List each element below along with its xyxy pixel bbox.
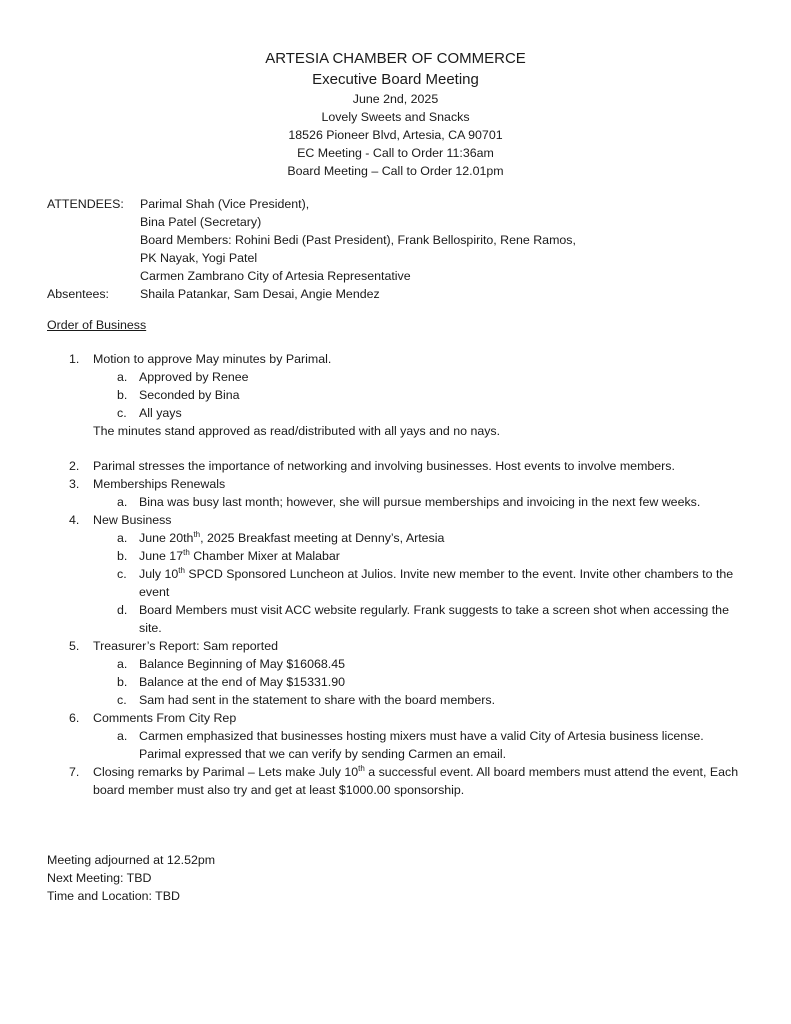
sub-item-text-part: SPCD Sponsored Luncheon at Julios. Invite new member to the event. Invite other chambers to the event — [139, 567, 734, 599]
sub-item — [93, 655, 747, 673]
item-number: 3. — [69, 477, 80, 491]
item-text: Motion to approve May minutes by Parimal. — [93, 352, 332, 366]
order-of-business-list — [47, 350, 747, 799]
sub-item — [93, 727, 747, 763]
sub-item-text: Balance at the end of May $15331.90 — [139, 675, 345, 689]
item-text: Parimal stresses the importance of networking and involving businesses. Host events to involve members. — [93, 459, 675, 473]
order-of-business-heading: Order of Business — [47, 318, 147, 332]
board-meeting-call-to-order: Board Meeting – Call to Order 12.01pm — [287, 164, 504, 178]
sub-item-text: Approved by Renee — [139, 370, 249, 384]
item-number: 4. — [69, 513, 80, 527]
sub-item-text-part: Chamber Mixer at Malabar — [189, 549, 340, 563]
sub-item-text — [139, 529, 747, 547]
ec-meeting-call-to-order: EC Meeting - Call to Order 11:36am — [297, 146, 494, 160]
item-text: Treasurer’s Report: Sam reported — [93, 639, 279, 653]
sub-item-letter: a. — [117, 729, 128, 743]
time-location-line: Time and Location: TBD — [47, 889, 180, 903]
attendee-line: Carmen Zambrano City of Artesia Representative — [140, 269, 411, 283]
item-number: 5. — [69, 639, 80, 653]
sub-item — [93, 529, 747, 547]
attendee-line: Bina Patel (Secretary) — [140, 215, 262, 229]
sub-item-letter: a. — [117, 531, 128, 545]
sub-item — [93, 565, 747, 601]
sub-item-letter: c. — [117, 406, 127, 420]
sub-item-text — [139, 565, 747, 601]
item-text: Memberships Renewals — [93, 477, 226, 491]
sub-item — [93, 601, 747, 637]
list-item — [47, 637, 747, 655]
list-item — [47, 457, 747, 475]
item-text: New Business — [93, 513, 172, 527]
attendees-label: ATTENDEES: — [47, 197, 124, 211]
list-item — [47, 709, 747, 727]
sub-item — [93, 493, 747, 511]
list-item — [47, 511, 747, 529]
organization-title: ARTESIA CHAMBER OF COMMERCE — [265, 50, 526, 67]
sub-item-text: Seconded by Bina — [139, 388, 240, 402]
item-number: 7. — [69, 765, 80, 779]
sub-item — [93, 368, 747, 386]
next-meeting-line: Next Meeting: TBD — [47, 871, 152, 885]
list-item — [47, 350, 747, 368]
meeting-date: June 2nd, 2025 — [352, 92, 439, 106]
item-number: 1. — [69, 352, 80, 366]
absentees-label: Absentees: — [47, 287, 109, 301]
absentees-list: Shaila Patankar, Sam Desai, Angie Mendez — [140, 287, 380, 301]
sub-item-text — [139, 547, 747, 565]
list-item — [47, 763, 747, 799]
meeting-subtitle: Executive Board Meeting — [312, 71, 479, 88]
sub-item-letter: b. — [117, 549, 128, 563]
item-number: 6. — [69, 711, 80, 725]
item-text-part: Closing remarks by Parimal – Lets make July 10 — [93, 765, 359, 779]
document-footer — [47, 851, 215, 905]
sub-item-text-part: June 20th — [139, 531, 194, 545]
sub-item-letter: a. — [117, 657, 128, 671]
attendees-section — [47, 195, 747, 303]
ordinal-suffix: th — [178, 565, 185, 575]
list-item — [47, 475, 747, 493]
attendee-line: Parimal Shah (Vice President), — [140, 197, 310, 211]
sub-item-letter: b. — [117, 675, 128, 689]
sub-item — [93, 673, 747, 691]
sub-item-text-part: June 17 — [139, 549, 184, 563]
sub-item — [93, 691, 747, 709]
sub-item-text-part: , 2025 Breakfast meeting at Denny’s, Artesia — [200, 531, 445, 545]
sub-item — [93, 547, 747, 565]
minutes-approval-note: The minutes stand approved as read/distributed with all yays and no nays. — [93, 424, 501, 438]
sub-item-text: Balance Beginning of May $16068.45 — [139, 657, 345, 671]
item-text — [93, 763, 747, 799]
sub-item-letter: a. — [117, 495, 128, 509]
sub-item-text: Sam had sent in the statement to share with the board members. — [139, 693, 496, 707]
attendee-line: PK Nayak, Yogi Patel — [140, 251, 258, 265]
sub-item-text: Carmen emphasized that businesses hosting mixers must have a valid City of Artesia business license. Parimal expressed that we can verify by sending Carmen an email. — [139, 729, 704, 761]
attendee-line: Board Members: Rohini Bedi (Past President), Frank Bellospirito, Rene Ramos, — [140, 233, 576, 247]
sub-item-letter: c. — [117, 693, 127, 707]
sub-item-text: All yays — [139, 406, 182, 420]
sub-item-letter: c. — [117, 567, 127, 581]
adjourned-line: Meeting adjourned at 12.52pm — [47, 853, 216, 867]
sub-item-text-part: July 10 — [139, 567, 179, 581]
sub-item-text: Board Members must visit ACC website regularly. Frank suggests to take a screen shot when accessing the site. — [139, 603, 729, 635]
sub-item-letter: d. — [117, 603, 128, 617]
item-text-part: a successful event. All board members must attend the event, Each board member must also try and get at least $1000.00 sponsorship. — [93, 765, 739, 797]
sub-item — [93, 386, 747, 404]
sub-item-text: Bina was busy last month; however, she will pursue memberships and invoicing in the next few weeks. — [139, 495, 701, 509]
meeting-address: 18526 Pioneer Blvd, Artesia, CA 90701 — [288, 128, 503, 142]
document-header — [0, 49, 791, 180]
item-number: 2. — [69, 459, 80, 473]
meeting-venue: Lovely Sweets and Snacks — [321, 110, 470, 124]
sub-item-letter: b. — [117, 388, 128, 402]
ordinal-suffix: th — [183, 547, 190, 557]
item-text: Comments From City Rep — [93, 711, 237, 725]
ordinal-suffix: th — [193, 529, 201, 539]
ordinal-suffix: th — [358, 763, 365, 773]
sub-item-letter: a. — [117, 370, 128, 384]
sub-item — [93, 404, 747, 422]
